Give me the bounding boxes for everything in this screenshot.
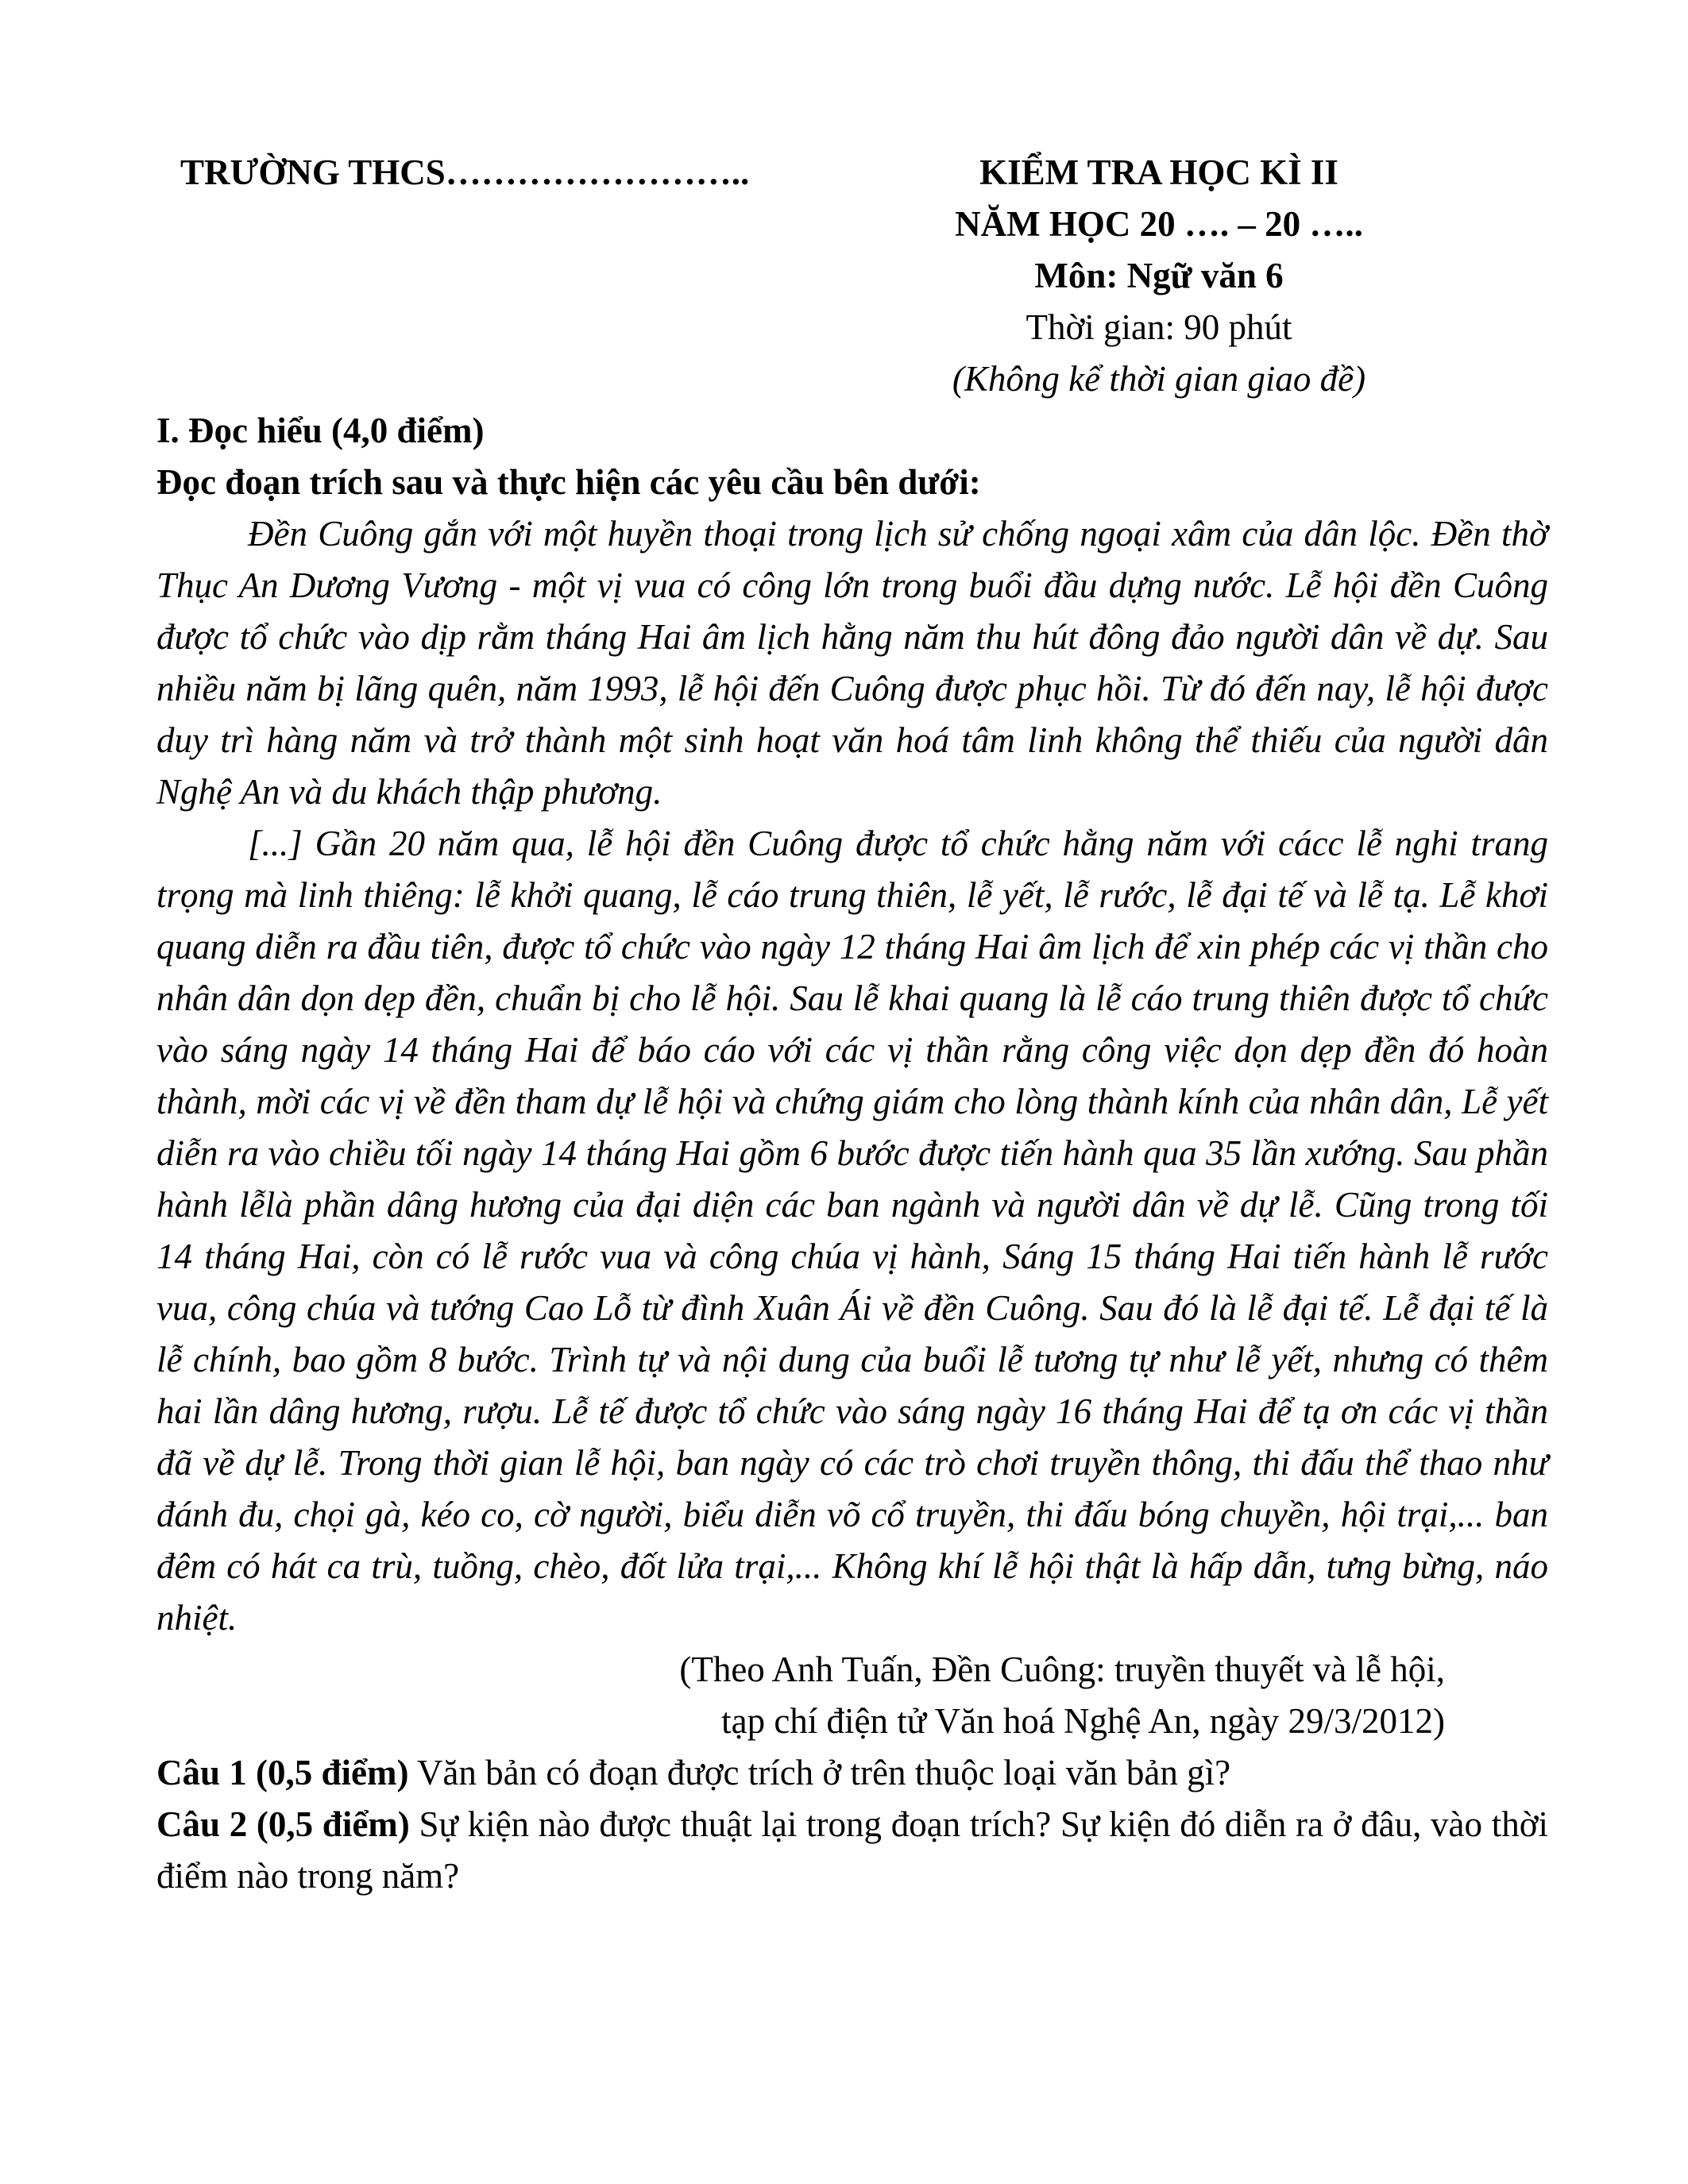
school-year: NĂM HỌC 20 …. – 20 …..	[955, 204, 1363, 244]
attribution-line-1: (Theo Anh Tuấn, Đền Cuông: truyền thuyết và lễ hội,	[679, 1650, 1445, 1689]
exam-subject: Môn: Ngữ văn 6	[1034, 256, 1284, 295]
question-1-label: Câu 1 (0,5 điểm)	[156, 1753, 409, 1792]
question-2-label: Câu 2 (0,5 điểm)	[156, 1804, 410, 1844]
exam-note: (Không kể thời gian giao đề)	[952, 359, 1366, 399]
question-2-text: Sự kiện nào được thuật lại trong đoạn trích? Sự kiện đó diễn ra ở đâu, vào thời điểm nào trong năm?	[156, 1804, 1549, 1896]
question-2	[156, 1799, 1548, 1902]
question-1	[156, 1747, 1548, 1799]
exam-page	[156, 147, 1548, 1902]
exam-duration: Thời gian: 90 phút	[1026, 307, 1292, 347]
exam-title-block	[857, 147, 1461, 405]
school-name: TRƯỜNG THCS……………………..	[180, 152, 750, 192]
excerpt-paragraph-1: Đền Cuông gắn với một huyền thoại trong lịch sử chống ngoại xâm của dân lộc. Đền thờ Thục An Dương Vương - một vị vua có công lớn trong buổi đầu dựng nước. Lễ hội đền Cuông được tổ chức vào dịp rằm tháng Hai âm lịch hằng năm thu hút đông đảo người dân về dự. Sau nhiều năm bị lãng quên, năm 1993, lễ hội đến Cuông được phục hồi. Từ đó đến nay, lễ hội được duy trì hàng năm và trở thành một sinh hoạt văn hoá tâm linh không thể thiếu của người dân Nghệ An và du khách thập phương.	[156, 514, 1548, 812]
document-header	[156, 147, 1548, 405]
exam-title: KIỂM TRA HỌC KÌ II	[979, 152, 1338, 192]
excerpt-paragraph-2: [...] Gần 20 năm qua, lễ hội đền Cuông được tổ chức hằng năm với cácc lễ nghi trang trọng mà linh thiêng: lễ khởi quang, lễ cáo trung thiên, lễ yết, lễ rước, lễ đại tế và lễ tạ. Lễ khơi quang diễn ra đầu tiên, được tổ chức vào ngày 12 tháng Hai âm lịch để xin phép các vị thần cho nhân dân dọn dẹp đền, chuẩn bị cho lễ hội. Sau lễ khai quang là lễ cáo trung thiên được tổ chức vào sáng ngày 14 tháng Hai để báo cáo với các vị thần rằng công việc dọn dẹp đền đó hoàn thành, mời các vị về đền tham dự lễ hội và chứng giám cho lòng thành kính của nhân dân, Lễ yết diễn ra vào chiều tối ngày 14 tháng Hai gồm 6 bước được tiến hành qua 35 lần xướng. Sau phần hành lễlà phần dâng hương của đại diện các ban ngành và người dân về dự lễ. Cũng trong tối 14 tháng Hai, còn có lễ rước vua và công chúa vị hành, Sáng 15 tháng Hai tiến hành lễ rước vua, công chúa và tướng Cao Lỗ từ đình Xuân Ái về đền Cuông. Sau đó là lễ đại tế. Lễ đại tế là lễ chính, bao gồm 8 bước. Trình tự và nội dung của buổi lễ tương tự như lễ yết, nhưng có thêm hai lần dâng hương, rượu. Lễ tế được tổ chức vào sáng ngày 16 tháng Hai để tạ ơn các vị thần đã về dự lễ. Trong thời gian lễ hội, ban ngày có các trò chơi truyền thông, thi đấu thể thao như đánh đu, chọi gà, kéo co, cờ người, biểu diễn võ cổ truyền, thi đấu bóng chuyền, hội trại,... ban đêm có hát ca trù, tuồng, chèo, đốt lửa trại,... Không khí lễ hội thật là hấp dẫn, tưng bừng, náo nhiệt.	[156, 824, 1548, 1638]
attribution-line-2: tạp chí điện tử Văn hoá Nghệ An, ngày 29/3/2012)	[721, 1701, 1445, 1741]
reading-instruction: Đọc đoạn trích sau và thực hiện các yêu cầu bên dưới:	[156, 462, 981, 502]
question-1-text: Văn bản có đoạn được trích ở trên thuộc loại văn bản gì?	[416, 1753, 1231, 1792]
section-heading: I. Đọc hiểu (4,0 điểm)	[156, 411, 485, 450]
